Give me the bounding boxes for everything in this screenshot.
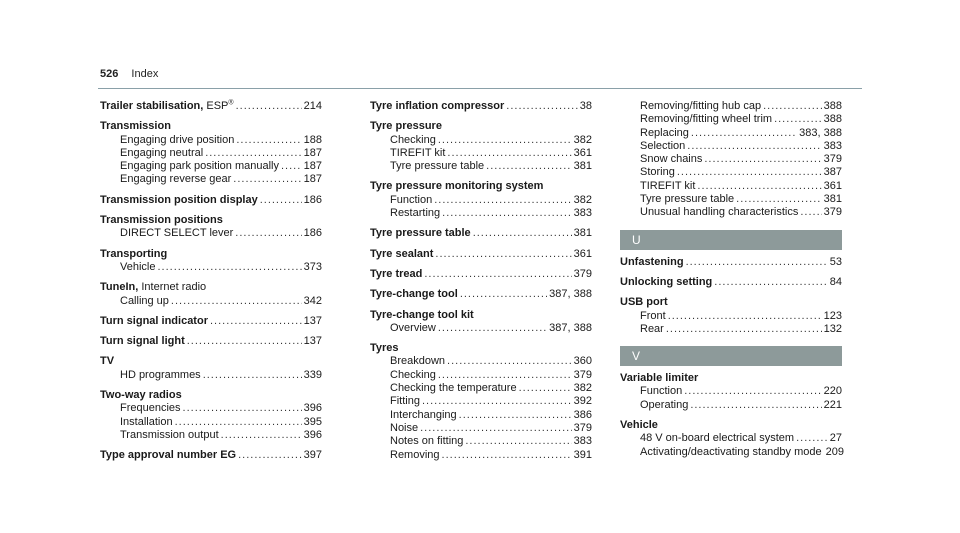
index-entry-tyre-pressure-table[interactable] <box>370 227 592 240</box>
page-reference[interactable]: 137 <box>303 335 322 348</box>
page-reference[interactable]: 379 <box>823 206 842 219</box>
page-reference[interactable]: 339 <box>303 368 322 381</box>
index-subentry-engaging-drive-position[interactable] <box>100 134 322 147</box>
index-entry-tyre-change-tool[interactable] <box>370 288 592 301</box>
index-subentry-rear[interactable] <box>620 323 842 336</box>
entry-label: Tyre pressure <box>370 120 442 133</box>
entry-label: Engaging neutral <box>120 146 204 159</box>
page-reference[interactable]: 220 <box>823 385 842 398</box>
index-subentry-unusual-handling-characteristics[interactable] <box>620 206 842 219</box>
entry-label: Front <box>640 309 666 322</box>
dot-leader <box>691 127 797 140</box>
page-reference[interactable]: 396 <box>303 428 322 441</box>
dot-leader <box>438 134 572 147</box>
dot-leader <box>235 227 301 240</box>
index-column-1 <box>100 100 322 463</box>
entry-label: Turn signal light <box>100 335 185 348</box>
dot-leader <box>704 153 821 166</box>
dot-leader <box>183 402 302 415</box>
page-reference[interactable]: 383 <box>573 435 592 448</box>
entry-label: Checking <box>390 133 436 146</box>
index-subentry-calling-up[interactable] <box>100 295 322 308</box>
page-reference[interactable]: 382 <box>573 193 592 206</box>
page-reference[interactable]: 387 <box>823 166 842 179</box>
index-subentry-48-v-on-board-electrical-system[interactable] <box>620 432 842 445</box>
dot-leader <box>281 160 302 173</box>
page-reference[interactable]: 214 <box>303 100 322 112</box>
entry-label: Function <box>390 193 433 206</box>
page-reference[interactable]: 395 <box>303 415 322 428</box>
section-title: Index <box>131 68 159 80</box>
index-entry-tyres <box>370 342 592 355</box>
dot-leader <box>157 261 301 274</box>
header-divider <box>98 88 862 89</box>
dot-leader <box>677 166 822 179</box>
entry-label: Tyre inflation compressor <box>370 100 505 112</box>
dot-leader <box>171 295 302 308</box>
index-subentry-function[interactable] <box>620 385 842 398</box>
entry-label: Selection <box>640 139 686 152</box>
index-entry-unlocking-setting[interactable] <box>620 276 842 289</box>
entry-label: Frequencies <box>120 402 181 415</box>
dot-leader <box>506 100 577 113</box>
page-reference[interactable]: 387, 388 <box>549 321 592 334</box>
page-reference[interactable]: 186 <box>303 193 322 206</box>
index-subentry-vehicle[interactable] <box>100 261 322 274</box>
page-reference[interactable]: 186 <box>303 227 322 240</box>
dot-leader <box>203 369 302 382</box>
dot-leader <box>260 194 302 207</box>
page-reference[interactable]: 386 <box>573 408 592 421</box>
index-subentry-removing-fitting-hub-cap[interactable] <box>620 100 842 113</box>
index-subentry-function[interactable] <box>370 194 592 207</box>
index-subentry-activating-deactivating-standby-mode[interactable] <box>620 446 842 459</box>
index-subentry-interchanging[interactable] <box>370 409 592 422</box>
entry-label: Calling up <box>120 294 169 307</box>
page-reference[interactable]: 388 <box>823 100 842 112</box>
dot-leader <box>175 416 302 429</box>
entry-label: TV <box>100 355 115 368</box>
entry-label: Removing <box>390 448 440 461</box>
entry-label: Restarting <box>390 207 441 220</box>
entry-label: Tyres <box>370 342 399 355</box>
dot-leader <box>187 335 302 348</box>
index-entry-variable-limiter <box>620 372 842 385</box>
dot-leader <box>666 323 822 336</box>
entry-label: TIREFIT kit <box>640 179 696 192</box>
index-column-3 <box>620 100 842 459</box>
dot-leader <box>697 180 821 193</box>
entry-label: Tyre-change tool kit <box>370 308 474 321</box>
dot-leader <box>233 173 301 186</box>
page-reference[interactable]: 38 <box>579 100 592 112</box>
index-subentry-overview[interactable] <box>370 322 592 335</box>
dot-leader <box>205 147 301 160</box>
index-subentry-engaging-neutral[interactable] <box>100 147 322 160</box>
index-subentry-engaging-park-position-manually[interactable] <box>100 160 322 173</box>
index-entry-transporting <box>100 248 322 261</box>
dot-leader <box>714 276 827 289</box>
entry-label: Tyre-change tool <box>370 288 458 301</box>
letter-heading-v: V <box>620 346 842 366</box>
page-reference[interactable]: 27 <box>829 432 842 445</box>
page-reference[interactable]: 84 <box>829 275 842 288</box>
dot-leader <box>424 268 571 281</box>
entry-label: TIREFIT kit <box>390 146 446 159</box>
page-reference[interactable]: 391 <box>573 448 592 461</box>
dot-leader <box>221 429 302 442</box>
page-reference[interactable]: 132 <box>823 322 842 335</box>
index-subentry-fitting[interactable] <box>370 395 592 408</box>
entry-label: Engaging reverse gear <box>120 173 232 186</box>
entry-label: Notes on fitting <box>390 435 464 448</box>
index-entry-trailer-stabilisation[interactable] <box>100 100 322 113</box>
page-reference[interactable]: 381 <box>823 193 842 206</box>
entry-label: Transmission output <box>120 428 219 441</box>
entry-label: Tyre pressure monitoring system <box>370 180 544 193</box>
letter-heading-u: U <box>620 230 842 250</box>
dot-leader <box>438 322 547 335</box>
entry-label: Tyre pressure table <box>390 160 485 173</box>
dot-leader <box>465 435 571 448</box>
dot-leader <box>690 399 821 412</box>
entry-label: Interchanging <box>390 408 457 421</box>
dot-leader <box>236 100 302 113</box>
index-subentry-tyre-pressure-table[interactable] <box>620 193 842 206</box>
dot-leader <box>473 227 572 240</box>
dot-leader <box>486 160 571 173</box>
index-entry-tv <box>100 355 322 368</box>
index-entry-vehicle <box>620 419 842 432</box>
page-reference[interactable]: 397 <box>303 449 322 462</box>
entry-label: HD programmes <box>120 368 201 381</box>
entry-label: Unfastening <box>620 255 684 268</box>
page-reference[interactable]: 187 <box>303 146 322 159</box>
page-reference[interactable]: 188 <box>303 133 322 146</box>
dot-leader <box>210 315 302 328</box>
dot-leader <box>686 256 828 269</box>
entry-label: Vehicle <box>120 260 156 273</box>
entry-label: Fitting <box>390 395 420 408</box>
index-subentry-front[interactable] <box>620 310 842 323</box>
index-subentry-direct-select-lever[interactable] <box>100 227 322 240</box>
entry-label: USB port <box>620 296 668 309</box>
entry-label: Trailer stabilisation, ESP® <box>100 99 234 112</box>
dot-leader <box>800 206 821 219</box>
dot-leader <box>519 382 572 395</box>
dot-leader <box>447 355 572 368</box>
index-subentry-engaging-reverse-gear[interactable] <box>100 173 322 186</box>
page-reference[interactable]: 360 <box>573 355 592 368</box>
page-reference[interactable]: 373 <box>303 260 322 273</box>
entry-label: Noise <box>390 421 419 434</box>
entry-label: Tyre pressure table <box>370 227 471 240</box>
entry-label: Variable limiter <box>620 372 699 385</box>
entry-label: Overview <box>390 321 436 334</box>
dot-leader <box>736 193 821 206</box>
index-subentry-frequencies[interactable] <box>100 402 322 415</box>
dot-leader <box>434 194 571 207</box>
entry-label: Two-way radios <box>100 389 182 402</box>
page-reference[interactable]: 381 <box>573 160 592 173</box>
index-entry-tyre-pressure <box>370 120 592 133</box>
index-subentry-checking[interactable] <box>370 369 592 382</box>
page-reference[interactable]: 379 <box>573 267 592 280</box>
dot-leader <box>438 369 572 382</box>
page-reference[interactable]: 221 <box>823 398 842 411</box>
dot-leader <box>442 449 572 462</box>
index-subentry-tirefit-kit[interactable] <box>370 147 592 160</box>
index-subentry-installation[interactable] <box>100 416 322 429</box>
index-entry-tyre-inflation-compressor[interactable] <box>370 100 592 113</box>
entry-label: Unlocking setting <box>620 275 713 288</box>
index-entry-tyre-pressure-monitoring-system <box>370 180 592 193</box>
page-reference[interactable]: 342 <box>303 294 322 307</box>
dot-leader <box>668 310 822 323</box>
entry-label: Tyre sealant <box>370 247 434 260</box>
entry-label: Type approval number EG <box>100 449 237 462</box>
index-entry-turn-signal-indicator[interactable] <box>100 315 322 328</box>
dot-leader <box>447 147 571 160</box>
dot-leader <box>460 288 547 301</box>
page-reference[interactable]: 123 <box>823 309 842 322</box>
dot-leader <box>763 100 822 113</box>
page-reference[interactable]: 381 <box>573 227 592 240</box>
entry-label: Vehicle <box>620 419 658 432</box>
page-reference[interactable]: 382 <box>573 382 592 395</box>
index-entry-unfastening[interactable] <box>620 256 842 269</box>
entry-label: Breakdown <box>390 355 446 368</box>
index-subentry-removing-fitting-wheel-trim[interactable] <box>620 113 842 126</box>
index-subentry-breakdown[interactable] <box>370 355 592 368</box>
index-subentry-transmission-output[interactable] <box>100 429 322 442</box>
index-subentry-checking[interactable] <box>370 134 592 147</box>
page-reference[interactable]: 382 <box>573 133 592 146</box>
entry-label: Checking the temperature <box>390 382 517 395</box>
dot-leader <box>236 134 301 147</box>
page-reference[interactable]: 388 <box>823 113 842 126</box>
page-reference[interactable]: 383 <box>573 207 592 220</box>
entry-label: Unusual handling characteristics <box>640 206 799 219</box>
page-reference[interactable]: 137 <box>303 314 322 327</box>
index-subentry-storing[interactable] <box>620 166 842 179</box>
page-reference[interactable]: 392 <box>573 395 592 408</box>
page-reference[interactable]: 379 <box>573 421 592 434</box>
entry-label: Storing <box>640 166 675 179</box>
entry-label: DIRECT SELECT lever <box>120 227 234 240</box>
index-entry-tyre-sealant[interactable] <box>370 248 592 261</box>
index-subentry-notes-on-fitting[interactable] <box>370 435 592 448</box>
entry-label: Checking <box>390 368 436 381</box>
index-subentry-tyre-pressure-table[interactable] <box>370 160 592 173</box>
page-reference[interactable]: 187 <box>303 160 322 173</box>
index-entry-tyre-tread[interactable] <box>370 268 592 281</box>
entry-label: Transmission <box>100 120 171 133</box>
entry-label: Activating/deactivating standby mode <box>640 445 822 458</box>
dot-leader <box>687 140 821 153</box>
index-entry-usb-port <box>620 296 842 309</box>
page-reference[interactable]: 361 <box>823 179 842 192</box>
entry-label: Installation <box>120 415 173 428</box>
page-reference[interactable]: 379 <box>823 153 842 166</box>
entry-label: Tyre tread <box>370 267 423 280</box>
index-subentry-selection[interactable] <box>620 140 842 153</box>
dot-leader <box>422 395 572 408</box>
entry-label: TuneIn, Internet radio <box>100 281 207 294</box>
index-subentry-tirefit-kit[interactable] <box>620 180 842 193</box>
dot-leader <box>796 432 828 445</box>
index-subentry-checking-the-temperature[interactable] <box>370 382 592 395</box>
entry-label: Removing/fitting hub cap <box>640 100 762 112</box>
index-column-2 <box>370 100 592 462</box>
page-reference[interactable]: 383, 388 <box>799 126 842 139</box>
dot-leader <box>420 422 572 435</box>
index-subentry-operating[interactable] <box>620 399 842 412</box>
page-reference[interactable]: 361 <box>573 146 592 159</box>
index-entry-tyre-change-tool-kit <box>370 309 592 322</box>
entry-label: Engaging drive position <box>120 133 235 146</box>
index-subentry-removing[interactable] <box>370 449 592 462</box>
page-reference[interactable]: 387, 388 <box>549 288 592 301</box>
entry-label: Snow chains <box>640 153 703 166</box>
page-reference[interactable]: 187 <box>303 173 322 186</box>
dot-leader <box>459 409 572 422</box>
dot-leader <box>774 113 822 126</box>
index-subentry-restarting[interactable] <box>370 207 592 220</box>
dot-leader <box>435 248 571 261</box>
index-entry-type-approval-number-eg[interactable] <box>100 449 322 462</box>
dot-leader <box>684 385 821 398</box>
index-entry-transmission-positions <box>100 214 322 227</box>
page-reference[interactable]: 361 <box>573 247 592 260</box>
index-subentry-replacing[interactable] <box>620 127 842 140</box>
dot-leader <box>442 207 572 220</box>
index-entry-transmission-position-display[interactable] <box>100 194 322 207</box>
entry-label: Function <box>640 385 683 398</box>
index-subentry-snow-chains[interactable] <box>620 153 842 166</box>
dot-leader <box>238 449 302 462</box>
page-number: 526 <box>100 68 119 80</box>
index-entry-turn-signal-light[interactable] <box>100 335 322 348</box>
entry-label: Operating <box>640 398 689 411</box>
index-entry-transmission <box>100 120 322 133</box>
index-subentry-noise[interactable] <box>370 422 592 435</box>
entry-label: Engaging park position manually <box>120 160 279 173</box>
entry-label: Transmission positions <box>100 214 223 227</box>
entry-label: Tyre pressure table <box>640 193 735 206</box>
entry-label: 48 V on-board electrical system <box>640 432 795 445</box>
page-reference[interactable]: 383 <box>823 139 842 152</box>
entry-label: Transmission position display <box>100 193 258 206</box>
entry-label: Turn signal indicator <box>100 314 208 327</box>
page-reference[interactable]: 209 <box>825 445 844 458</box>
index-entry-tunein <box>100 281 322 294</box>
page-header <box>100 68 158 80</box>
index-subentry-hd-programmes[interactable] <box>100 369 322 382</box>
entry-label: Replacing <box>640 126 689 139</box>
entry-label: Rear <box>640 322 664 335</box>
entry-label: Transporting <box>100 247 168 260</box>
page-reference[interactable]: 53 <box>829 255 842 268</box>
index-entry-two-way-radios <box>100 389 322 402</box>
entry-label: Removing/fitting wheel trim <box>640 113 773 126</box>
page-reference[interactable]: 379 <box>573 368 592 381</box>
page-reference[interactable]: 396 <box>303 402 322 415</box>
